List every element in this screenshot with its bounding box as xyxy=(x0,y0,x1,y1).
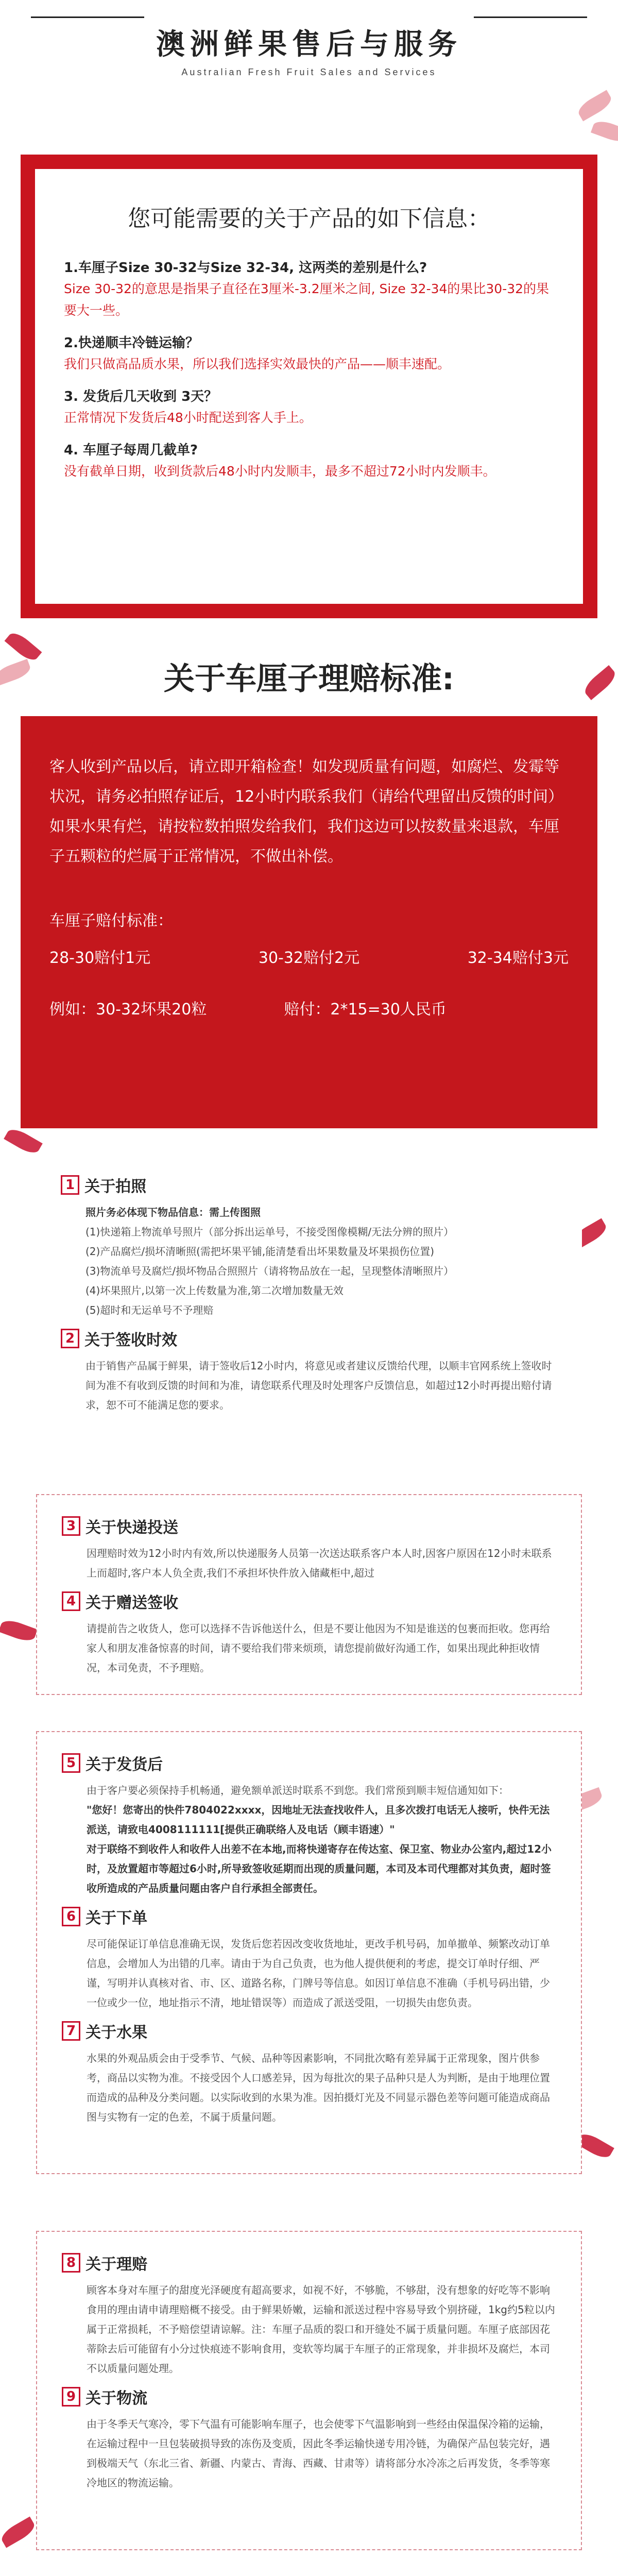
section-header xyxy=(62,2020,556,2042)
section-text: 因理赔时效为12小时内有效,所以快递服务人员第一次送达联系客户本人时,因客户原因在12小时未联系上而超时,客户本人负全责,我们不承担坏快件放入储藏柜中,超过 xyxy=(87,1547,552,1579)
rate-item: 30-32赔付2元 xyxy=(258,949,360,967)
section-line: 由于客户要必须保持手机畅通，避免额单派送时联系不到您。我们常预到顺丰短信通知如下： xyxy=(87,1784,509,1797)
section-card-photo xyxy=(36,1154,582,1453)
section-title: 关于快递投送 xyxy=(85,1519,179,1537)
compensation-paragraph: 客人收到产品以后，请立即开箱检查！如发现质量有问题，如腐烂、发霉等状况，请务必拍照存证后，12小时内联系我们（请给代理留出反馈的时间）如果水果有烂，请按粒数拍照发给我们，我们这边可以按数量来退款，车厘子五颗粒的烂属于正常情况，不做出补偿。 xyxy=(49,758,564,866)
section-header xyxy=(62,1515,556,1537)
section-number: 6 xyxy=(62,1907,80,1926)
compensation-standard-title: 车厘子赔付标准： xyxy=(49,912,173,930)
faq-answer: 正常情况下发货后48小时配送到客人手上。 xyxy=(64,410,312,425)
header-rule-left xyxy=(31,16,144,18)
section-line: (4)坏果照片,以第一次上传数量为准,第二次增加数量无效 xyxy=(85,1284,344,1297)
rate-item: 28-30赔付1元 xyxy=(49,949,151,967)
section-text: 水果的外观品质会由于受季节、气候、品种等因素影响，不同批次略有差异属于正常现象，图片供参考，商品以实物为准。不接受因个人口感差异，因为每批次的果子品种只是人为判断，是由于地理位置而造成的品种及分类问题。以实际收到的水果为准。因拍摄灯光及不同显示器色差等问题可能造成商品图与实物有一定的色差，不属于质量问题。 xyxy=(87,2052,550,2123)
leaf-decoration xyxy=(0,2517,38,2548)
compensation-title: 关于车厘子理赔标准: xyxy=(164,661,454,697)
section-line: "您好！您寄出的快件7804022xxxx，因地址无法查找收件人，且多次拨打电话无人接听，快件无法派送，请致电4008111111[提供正确联络人及电话（顾丰语速）" xyxy=(87,1804,550,1836)
leaf-decoration xyxy=(591,118,618,145)
section-title: 关于物流 xyxy=(85,2389,148,2408)
section-title: 关于签收时效 xyxy=(84,1331,178,1349)
section-text: 由于冬季天气寒冷，零下气温有可能影响车厘子，也会使零下气温影响到一些经由保温保冷箱的运输，在运输过程中一旦包装破损导致的冻伤及变质，因此冬季运输快递专用冷链，为确保产品包装完好，遇到极端天气（东北三省、新疆、内蒙古、青海、西藏、甘肃等）请将部分水冷冻之后再发货，冬季等寒冷地区的物流运输。 xyxy=(87,2418,550,2489)
section-card-shipping xyxy=(36,1731,582,2174)
faq-title: 您可能需要的关于产品的如下信息： xyxy=(128,206,490,232)
section-line: (3)物流单号及腐烂/损坏物品合照照片（请将物品放在一起，呈现整体清晰照片） xyxy=(85,1265,454,1277)
section-header xyxy=(61,1174,557,1196)
section-number: 9 xyxy=(62,2387,80,2406)
compensation-box xyxy=(21,716,597,1128)
faq-card xyxy=(35,169,583,604)
compensation-rates xyxy=(49,945,569,968)
section-line: (2)产品腐烂/损坏清晰照(需把坏果平铺,能清楚看出坏果数量及坏果损伤位置) xyxy=(85,1245,435,1258)
section-number: 1 xyxy=(61,1175,79,1195)
page-subtitle: Australian Fresh Fruit Sales and Services xyxy=(181,67,437,77)
section-card-delivery xyxy=(36,1494,582,1695)
compensation-example xyxy=(49,996,569,1019)
section-number: 8 xyxy=(62,2253,80,2273)
section-title: 关于赠送签收 xyxy=(85,1594,179,1612)
section-text: 顾客本身对车厘子的甜度光泽硬度有超高要求，如视不好，不够脆，不够甜，没有想象的好吃等不影响食用的理由请申请理赔概不接受。由于鲜果娇嫩，运输和派送过程中容易导致个别挤碰，1kg约5粒以内属于正常损耗，不予赔偿望请谅解。注：车厘子品质的裂口和开缝处不属于质量问题。车厘子底部因花蒂除去后可能留有小分过快痕迹不影响食用，变软等均属于车厘子的正常现象，并非损坏及腐烂，本司不以质量问题处理。 xyxy=(87,2284,555,2375)
faq-answer: Size 30-32的意思是指果子直径在3厘米-3.2厘米之间, Size 32-34的果比30-32的果要大一些。 xyxy=(64,281,550,318)
example-left: 例如：30-32坏果20粒 xyxy=(49,1001,207,1019)
section-text: 请提前告之收货人，您可以选择不告诉他送什么，但是不要让他因为不知是谁送的包裹而拒收。您再给家人和朋友准备惊喜的时间，请不要给我们带来烦琐，请您提前做好沟通工作，如果出现此种拒收情况，本司免责，不予理赔。 xyxy=(87,1622,550,1674)
header-rule-right xyxy=(474,16,587,18)
section-header xyxy=(62,2251,556,2274)
example-right: 赔付：2*15=30人民币 xyxy=(284,1001,447,1019)
page-header xyxy=(0,0,618,93)
faq-question: 3. 发货后几天收到 3天？ xyxy=(64,389,218,404)
section-line: 照片务必体现下物品信息：需上传图照 xyxy=(85,1206,261,1218)
section-line: (5)超时和无运单号不予理赔 xyxy=(85,1304,214,1316)
faq-frame xyxy=(21,155,597,618)
section-line: 对于联络不到收件人和收件人出差不在本地,而将快递寄存在传达室、保卫室、物业办公室内,超过12小时，及放置超市等超过6小时,所导致签收延期而出现的质量问题，本司及本司代理都对其负责，超时签收所造成的产品质量问题由客户自行承担全部责任。 xyxy=(87,1843,552,1894)
leaf-decoration xyxy=(575,90,614,122)
section-card-claims xyxy=(36,2231,582,2550)
section-title: 关于理赔 xyxy=(85,2256,148,2274)
section-title: 关于拍照 xyxy=(84,1178,147,1196)
section-number: 7 xyxy=(62,2021,80,2041)
faq-question: 1.车厘子Size 30-32与Size 32-34, 这两类的差别是什么? xyxy=(64,260,427,276)
section-text: 尽可能保证订单信息准确无误，发货后您若因改变收货地址，更改手机号码，加单撤单、频繁改动订单信息，会增加人为出错的几率。请由于为自己负责，也为他人提供便利的考虑，提交订单时仔细、严谨，写明并认真核对省、市、区、道路名称，门牌号等信息。如因订单信息不准确（手机号码出错，少一位或少一位，地址指示不清，地址错误等）而造成了派送受阻，一切损失由您负责。 xyxy=(87,1938,550,2009)
faq-answer: 没有截单日期，收到货款后48小时内发顺丰，最多不超过72小时内发顺丰。 xyxy=(64,464,496,479)
section-header xyxy=(62,1752,556,1774)
section-title: 关于水果 xyxy=(85,2024,148,2042)
leaf-decoration xyxy=(4,1126,43,1157)
section-title: 关于发货后 xyxy=(85,1756,163,1774)
section-line: (1)快递箱上物流单号照片（部分拆出运单号，不接受图像模糊/无法分辨的照片） xyxy=(85,1226,454,1238)
faq-answer: 我们只做高品质水果，所以我们选择实效最快的产品——顺丰速配。 xyxy=(64,357,451,371)
faq-question: 2.快递顺丰冷链运输？ xyxy=(64,335,199,351)
section-title: 关于下单 xyxy=(85,1909,148,1927)
section-text: 由于销售产品属于鲜果，请于签收后12小时内，将意见或者建议反馈给代理，以顺丰官网系统上签收时间为准不有收到反馈的时间和为准，请您联系代理及时处理客户反馈信息，如超过12小时再提出赔付请求，恕不可不能满足您的要求。 xyxy=(85,1360,552,1411)
leaf-decoration xyxy=(0,1617,38,1644)
section-number: 4 xyxy=(62,1591,80,1611)
section-header xyxy=(62,1590,556,1613)
section-number: 5 xyxy=(62,1753,80,1773)
section-number: 2 xyxy=(61,1329,79,1348)
page-title: 澳洲鲜果售后与服务 xyxy=(156,28,462,61)
faq-question: 4. 车厘子每周几截单? xyxy=(64,443,198,458)
section-number: 3 xyxy=(62,1516,80,1536)
rate-item: 32-34赔付3元 xyxy=(467,949,569,967)
section-header xyxy=(62,1905,556,1928)
section-header xyxy=(62,2385,556,2408)
section-header xyxy=(61,1327,557,1350)
